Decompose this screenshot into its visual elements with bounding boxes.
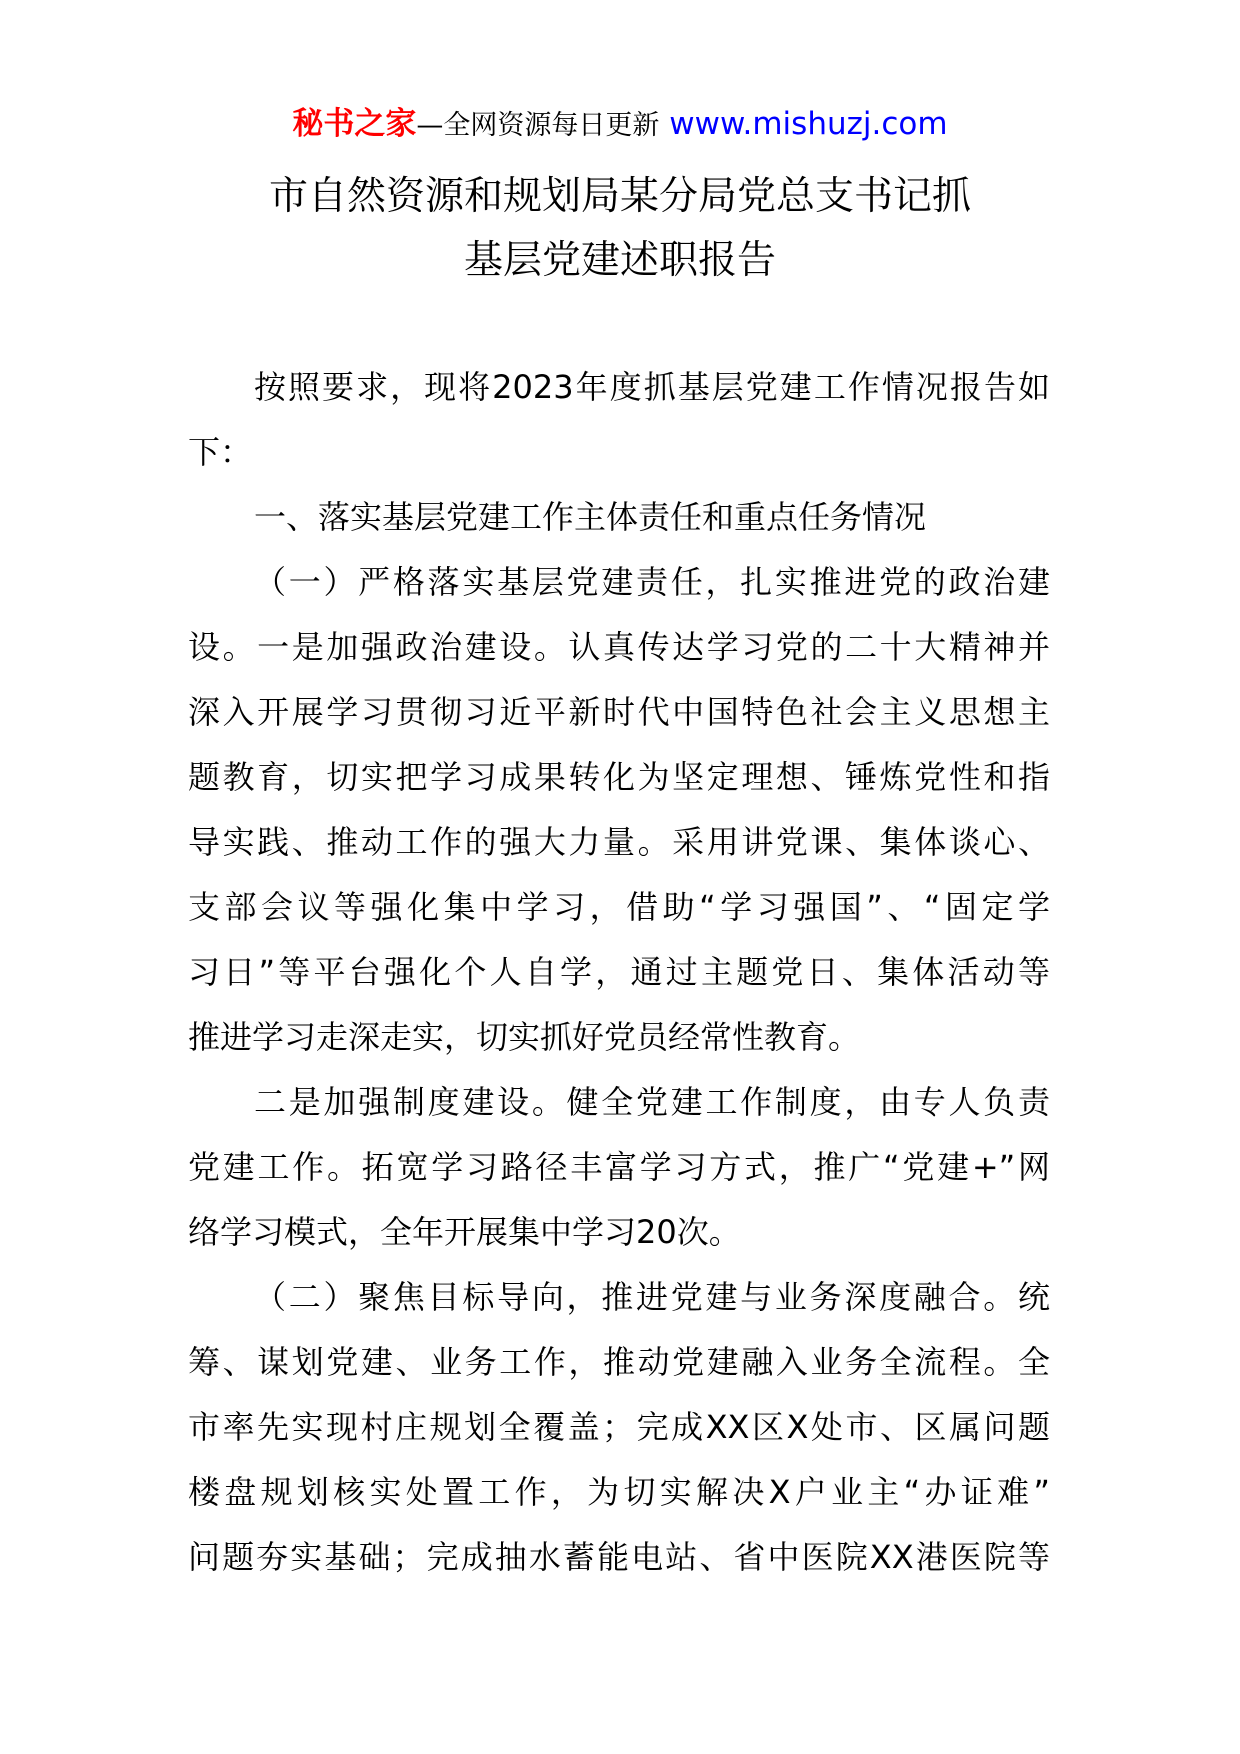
watermark-header <box>0 104 1240 146</box>
document-body <box>188 355 1050 1590</box>
body-line: 深入开展学习贯彻习近平新时代中国特色社会主义思想主 <box>188 693 1050 731</box>
body-line: 党建工作。拓宽学习路径丰富学习方式，推广“党建+”网 <box>188 1148 1050 1186</box>
watermark-url[interactable]: www.mishuzj.com <box>669 106 948 142</box>
section-heading: 一、落实基层党建工作主体责任和重点任务情况 <box>254 498 927 536</box>
body-line: 问题夯实基础；完成抽水蓄能电站、省中医院XX港医院等 <box>188 1538 1050 1576</box>
document-title <box>0 165 1240 293</box>
body-line: 二是加强制度建设。健全党建工作制度，由专人负责 <box>254 1083 1050 1121</box>
body-line: 设。一是加强政治建设。认真传达学习党的二十大精神并 <box>188 628 1050 666</box>
title-line-2: 基层党建述职报告 <box>463 238 776 283</box>
body-line: 推进学习走深走实，切实抓好党员经常性教育。 <box>188 1018 861 1056</box>
body-line: 支部会议等强化集中学习，借助“学习强国”、“固定学 <box>188 888 1050 926</box>
title-line-1: 市自然资源和规划局某分局党总支书记抓 <box>268 174 971 219</box>
body-line: （一）严格落实基层党建责任，扎实推进党的政治建 <box>254 563 1050 601</box>
body-line: 习日”等平台强化个人自学，通过主题党日、集体活动等 <box>188 953 1050 991</box>
body-line: 楼盘规划核实处置工作，为切实解决X户业主“办证难” <box>188 1473 1050 1511</box>
body-line: 市率先实现村庄规划全覆盖；完成XX区X处市、区属问题 <box>188 1408 1050 1446</box>
body-line: 导实践、推动工作的强大力量。采用讲党课、集体谈心、 <box>188 823 1050 861</box>
watermark-slogan: —全网资源每日更新 <box>416 110 660 141</box>
body-line: 络学习模式，全年开展集中学习20次。 <box>188 1213 741 1251</box>
body-line: 题教育，切实把学习成果转化为坚定理想、锤炼党性和指 <box>188 758 1050 796</box>
body-line: （二）聚焦目标导向，推进党建与业务深度融合。统 <box>254 1278 1050 1316</box>
body-line: 下： <box>188 433 253 471</box>
body-line: 按照要求，现将2023年度抓基层党建工作情况报告如 <box>254 368 1050 406</box>
body-line: 筹、谋划党建、业务工作，推动党建融入业务全流程。全 <box>188 1343 1050 1381</box>
watermark-brand: 秘书之家 <box>292 106 417 142</box>
